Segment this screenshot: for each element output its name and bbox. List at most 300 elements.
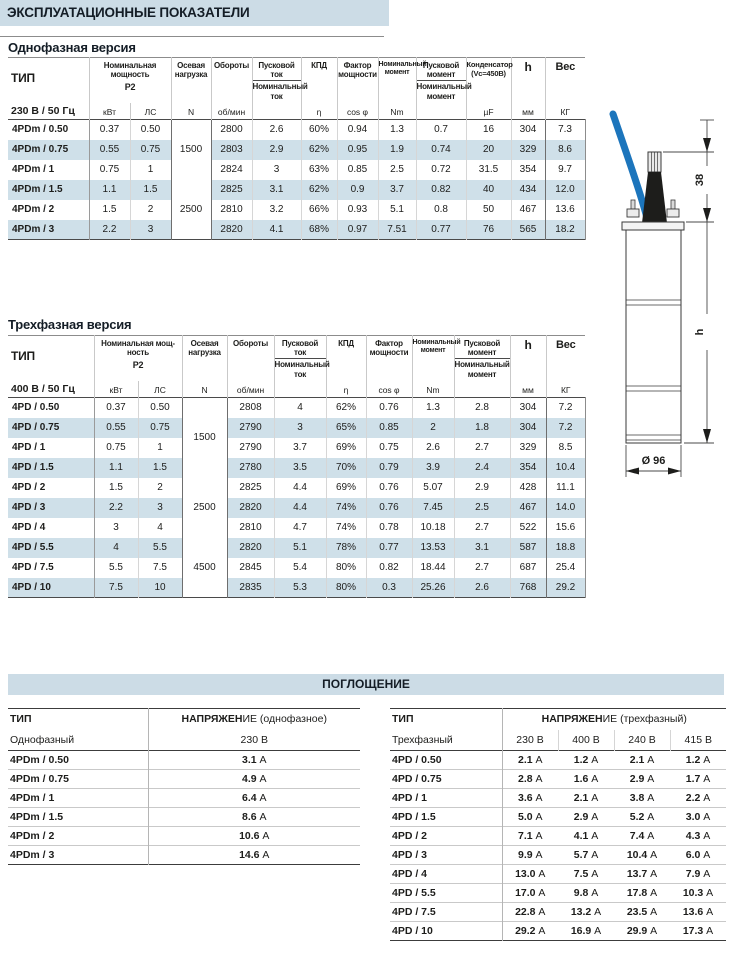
value-cell: 0.75	[366, 438, 412, 458]
unit-label: ЛС	[130, 103, 171, 120]
motor-body-graphic	[622, 222, 684, 443]
value-cell: 2	[138, 478, 182, 498]
value-cell: 768	[510, 578, 546, 598]
table-row	[8, 478, 585, 498]
current-unit: A	[588, 811, 599, 823]
current-value: 7.5	[573, 868, 589, 880]
current-cell	[614, 865, 670, 884]
type-cell: 4PD / 5.5	[392, 887, 436, 899]
value-cell: 2808	[227, 398, 274, 418]
current-value: 10.6	[239, 830, 260, 842]
value-cell: 3.2	[252, 200, 301, 220]
value-cell: 0.55	[94, 418, 138, 438]
col-power	[89, 58, 171, 103]
value-cell: 2824	[211, 160, 252, 180]
power-label: Номинальная мощ-ность	[101, 339, 175, 358]
current-unit: A	[532, 849, 543, 861]
table-row	[8, 808, 360, 827]
current-cell	[148, 827, 360, 846]
col-efficiency: КПД	[326, 336, 366, 381]
voltage-value: 230 В	[502, 730, 558, 751]
col-h: h	[510, 336, 546, 381]
value-cell: 65%	[326, 418, 366, 438]
value-cell: 20	[466, 140, 511, 160]
bolt-icon	[627, 200, 639, 217]
value-cell: 5.3	[274, 578, 326, 598]
single-phase-heading: Однофазная версия	[8, 40, 136, 55]
current-unit: A	[591, 906, 602, 918]
current-cell	[502, 770, 558, 789]
table-row	[390, 903, 726, 922]
table-row	[8, 180, 585, 200]
current-cell	[558, 903, 614, 922]
current-value: 3.0	[685, 811, 701, 823]
current-unit: A	[591, 925, 602, 937]
current-cell	[502, 789, 558, 808]
current-unit: A	[256, 773, 267, 785]
axial-load-cell: 1500	[171, 120, 211, 180]
value-cell: 0.95	[337, 140, 378, 160]
value-cell: 1.5	[130, 180, 171, 200]
value-cell: 565	[511, 220, 545, 240]
current-cell	[614, 808, 670, 827]
current-unit: A	[532, 773, 543, 785]
value-cell: 62%	[326, 398, 366, 418]
value-cell: 25.4	[546, 558, 585, 578]
value-cell: 2.2	[94, 498, 138, 518]
value-cell: 304	[510, 398, 546, 418]
type-cell: 4PD / 0.75	[8, 418, 94, 438]
table-row	[8, 438, 585, 458]
value-cell: 69%	[326, 438, 366, 458]
col-power-factor: Фактор мощности	[337, 58, 378, 103]
current-value: 9.8	[573, 887, 589, 899]
value-cell: 0.93	[337, 200, 378, 220]
value-cell: 0.85	[366, 418, 412, 438]
value-cell: 7.3	[545, 120, 585, 140]
value-cell: 18.8	[546, 538, 585, 558]
voltage-value: 240 В	[614, 730, 670, 751]
unit-label: µF	[466, 103, 511, 120]
type-cell: 4PDm / 0.50	[10, 754, 69, 766]
value-cell: 18.2	[545, 220, 585, 240]
value-cell: 7.2	[546, 398, 585, 418]
type-cell: 4PDm / 1	[12, 164, 55, 175]
value-cell: 0.77	[366, 538, 412, 558]
absorption-single-table	[8, 708, 360, 865]
current-cell	[614, 770, 670, 789]
type-cell: 4PD / 3	[392, 849, 428, 861]
current-unit: A	[703, 906, 714, 918]
value-cell: 329	[510, 438, 546, 458]
value-cell: 2.2	[89, 220, 130, 240]
current-value: 2.9	[629, 773, 645, 785]
voltage-label-rest: ИЕ (трехфазный)	[602, 713, 687, 726]
current-value: 2.9	[573, 811, 589, 823]
current-cell	[558, 751, 614, 770]
current-cell	[614, 922, 670, 941]
value-cell: 0.3	[366, 578, 412, 598]
unit-label: мм	[511, 103, 545, 120]
col-power	[94, 336, 182, 381]
value-cell: 8.5	[546, 438, 585, 458]
single-phase-table	[8, 57, 586, 240]
value-cell: 2.4	[454, 458, 510, 478]
motor-diagram	[588, 62, 730, 512]
col-rpm: Обороты	[227, 336, 274, 381]
value-cell: 428	[510, 478, 546, 498]
type-cell: 4PD / 4	[392, 868, 428, 880]
value-cell: 0.85	[337, 160, 378, 180]
value-cell: 11.1	[546, 478, 585, 498]
fraction-top: Пусковой ток	[275, 339, 326, 359]
value-cell: 5.07	[412, 478, 454, 498]
value-cell: 12.0	[545, 180, 585, 200]
current-value: 9.9	[517, 849, 533, 861]
header-row	[8, 58, 585, 103]
value-cell: 80%	[326, 558, 366, 578]
value-cell: 62%	[301, 180, 337, 200]
value-cell: 76	[466, 220, 511, 240]
current-unit: A	[259, 830, 270, 842]
bolt-icon	[667, 200, 679, 217]
axial-load-cell: 2500	[171, 180, 211, 240]
current-value: 6.0	[685, 849, 701, 861]
value-cell: 4.1	[252, 220, 301, 240]
col-weight: Вес	[546, 336, 585, 381]
current-value: 16.9	[570, 925, 592, 937]
current-cell	[558, 808, 614, 827]
value-cell: 2.7	[454, 438, 510, 458]
value-cell: 2.6	[412, 438, 454, 458]
value-cell: 2825	[227, 478, 274, 498]
value-cell: 3.5	[274, 458, 326, 478]
col-weight: Вес	[545, 58, 585, 103]
table-row	[8, 498, 585, 518]
table-row	[8, 827, 360, 846]
value-cell: 3.1	[252, 180, 301, 200]
value-cell: 10.4	[546, 458, 585, 478]
current-cell	[670, 846, 726, 865]
value-cell: 10.18	[412, 518, 454, 538]
unit-label: cos φ	[337, 103, 378, 120]
value-cell: 1.3	[378, 120, 416, 140]
value-cell: 3	[252, 160, 301, 180]
current-cell	[148, 808, 360, 827]
type-cell: 4PD / 0.75	[392, 773, 442, 785]
value-cell: 4.4	[274, 498, 326, 518]
current-value: 14.6	[239, 849, 260, 861]
table-row	[390, 884, 726, 903]
table-row	[8, 558, 585, 578]
value-cell: 40	[466, 180, 511, 200]
type-cell: 4PD / 1.5	[8, 458, 94, 478]
current-unit: A	[647, 887, 658, 899]
col-voltage	[502, 709, 726, 730]
type-cell: 4PD / 7.5	[12, 562, 54, 573]
current-unit: A	[588, 773, 599, 785]
current-cell	[670, 770, 726, 789]
value-cell: 74%	[326, 518, 366, 538]
value-cell: 0.75	[94, 438, 138, 458]
current-unit: A	[647, 906, 658, 918]
current-unit: A	[535, 906, 546, 918]
current-value: 7.1	[517, 830, 533, 842]
value-cell: 2810	[227, 518, 274, 538]
current-cell	[614, 903, 670, 922]
current-value: 13.6	[682, 906, 704, 918]
current-cell	[670, 865, 726, 884]
value-cell: 0.55	[89, 140, 130, 160]
value-cell: 3	[94, 518, 138, 538]
current-cell	[502, 903, 558, 922]
value-cell: 25.26	[412, 578, 454, 598]
value-cell: 0.76	[366, 398, 412, 418]
current-value: 17.0	[515, 887, 536, 899]
value-cell: 2790	[227, 418, 274, 438]
value-cell: 0.72	[416, 160, 466, 180]
current-cell	[614, 751, 670, 770]
col-axial: Осевая нагрузка	[182, 336, 227, 381]
current-cell	[558, 922, 614, 941]
value-cell: 4	[138, 518, 182, 538]
col-efficiency: КПД	[301, 58, 337, 103]
value-cell: 0.8	[416, 200, 466, 220]
table-row	[390, 827, 726, 846]
table-row	[8, 120, 585, 140]
type-cell: 4PD / 2	[392, 830, 428, 842]
voltage-frequency-label: 230 В / 50 Гц	[11, 105, 75, 117]
value-cell: 0.82	[416, 180, 466, 200]
current-value: 7.9	[685, 868, 701, 880]
value-cell: 50	[466, 200, 511, 220]
value-cell: 2825	[211, 180, 252, 200]
current-unit: A	[647, 868, 658, 880]
value-cell: 1.8	[454, 418, 510, 438]
current-unit: A	[644, 773, 655, 785]
table-row	[390, 789, 726, 808]
table-row	[8, 200, 585, 220]
current-value: 23.5	[626, 906, 648, 918]
table-row	[8, 160, 585, 180]
value-cell: 74%	[326, 498, 366, 518]
current-value: 2.8	[517, 773, 533, 785]
unit-label: Nm	[378, 103, 416, 120]
value-cell: 0.77	[416, 220, 466, 240]
current-unit: A	[256, 811, 267, 823]
current-cell	[670, 922, 726, 941]
power-sub-label: P2	[124, 82, 136, 93]
value-cell: 0.76	[366, 498, 412, 518]
col-voltage	[148, 709, 360, 730]
value-cell: 2.6	[252, 120, 301, 140]
current-value: 29.2	[515, 925, 536, 937]
value-cell: 3.9	[412, 458, 454, 478]
voltage-frequency-label: 400 В / 50 Гц	[11, 383, 75, 395]
value-cell: 13.53	[412, 538, 454, 558]
current-cell	[614, 884, 670, 903]
value-cell: 2.5	[454, 498, 510, 518]
table-row	[390, 808, 726, 827]
col-type: ТИП	[11, 71, 35, 85]
current-unit: A	[256, 754, 267, 766]
header-row	[8, 730, 360, 751]
three-phase-table	[8, 335, 586, 598]
type-cell: 4PD / 4	[12, 522, 46, 533]
table-row	[8, 140, 585, 160]
current-cell	[148, 846, 360, 865]
value-cell: 0.76	[366, 478, 412, 498]
power-sub-label: P2	[132, 360, 144, 371]
col-power-factor: Фактор мощности	[366, 336, 412, 381]
unit-label: η	[326, 381, 366, 398]
current-unit: A	[259, 849, 270, 861]
current-value: 13.7	[626, 868, 648, 880]
current-value: 4.3	[685, 830, 701, 842]
current-unit: A	[256, 792, 267, 804]
current-unit: A	[588, 830, 599, 842]
current-cell	[614, 789, 670, 808]
value-cell: 16	[466, 120, 511, 140]
current-value: 13.0	[515, 868, 536, 880]
type-cell: 4PDm / 1	[10, 792, 55, 804]
table-row	[8, 578, 585, 598]
units-row	[8, 103, 585, 120]
current-value: 4.9	[241, 773, 257, 785]
type-cell: 4PD / 0.50	[392, 754, 442, 766]
current-value: 13.2	[570, 906, 592, 918]
current-unit: A	[532, 792, 543, 804]
unit-label: КГ	[546, 381, 585, 398]
value-cell: 1.9	[378, 140, 416, 160]
current-value: 3.6	[517, 792, 533, 804]
unit-label	[252, 103, 301, 120]
current-cell	[502, 865, 558, 884]
value-cell: 0.37	[94, 398, 138, 418]
current-value: 17.8	[626, 887, 648, 899]
unit-label: cos φ	[366, 381, 412, 398]
three-phase-heading: Трехфазная версия	[8, 317, 132, 332]
col-start-torque	[454, 336, 510, 381]
current-cell	[502, 846, 558, 865]
current-value: 6.4	[241, 792, 257, 804]
current-unit: A	[647, 849, 658, 861]
type-cell: 4PDm / 1.5	[8, 180, 89, 200]
value-cell: 7.45	[412, 498, 454, 518]
voltage-label-bold: НАПРЯЖЕН	[541, 713, 603, 726]
value-cell: 467	[511, 200, 545, 220]
value-cell: 587	[510, 538, 546, 558]
value-cell: 63%	[301, 160, 337, 180]
type-cell: 4PD / 3	[8, 498, 94, 518]
current-unit: A	[700, 868, 711, 880]
value-cell: 4	[274, 398, 326, 418]
current-value: 22.8	[515, 906, 536, 918]
current-cell	[148, 770, 360, 789]
current-unit: A	[700, 849, 711, 861]
table-row	[8, 789, 360, 808]
value-cell: 0.97	[337, 220, 378, 240]
col-start-current	[274, 336, 330, 381]
current-value: 29.9	[626, 925, 648, 937]
current-cell	[558, 770, 614, 789]
dimension-h-label: h	[694, 328, 706, 336]
value-cell: 1.5	[94, 478, 138, 498]
value-cell: 68%	[301, 220, 337, 240]
table-row	[8, 458, 585, 478]
unit-label: кВт	[94, 381, 138, 398]
header-row	[8, 709, 360, 730]
current-cell	[502, 827, 558, 846]
value-cell: 0.7	[416, 120, 466, 140]
table-row	[390, 770, 726, 789]
value-cell: 0.50	[138, 398, 182, 418]
value-cell: 15.6	[546, 518, 585, 538]
current-cell	[614, 827, 670, 846]
value-cell: 3	[138, 498, 182, 518]
value-cell: 7.5	[138, 558, 182, 578]
value-cell: 0.9	[337, 180, 378, 200]
fraction-top: Пусковой момент	[455, 339, 510, 359]
value-cell: 467	[510, 498, 546, 518]
type-cell: 4PD / 0.50	[12, 402, 60, 414]
value-cell: 2.9	[252, 140, 301, 160]
col-h: h	[511, 58, 545, 103]
current-unit: A	[535, 925, 546, 937]
current-unit: A	[588, 887, 599, 899]
value-cell: 14.0	[546, 498, 585, 518]
current-cell	[670, 808, 726, 827]
unit-label: КГ	[545, 103, 585, 120]
value-cell: 31.5	[466, 160, 511, 180]
unit-label: N	[171, 103, 211, 120]
unit-label: об/мин	[211, 103, 252, 120]
value-cell: 66%	[301, 200, 337, 220]
current-unit: A	[588, 868, 599, 880]
value-cell: 304	[511, 120, 545, 140]
table-row	[8, 770, 360, 789]
fraction-top: Пусковой ток	[253, 61, 301, 81]
value-cell: 7.5	[94, 578, 138, 598]
current-cell	[670, 751, 726, 770]
value-cell: 70%	[326, 458, 366, 478]
value-cell: 1.5	[138, 458, 182, 478]
table-row	[8, 751, 360, 770]
type-cell: 4PD / 1	[12, 442, 46, 453]
current-unit: A	[703, 925, 714, 937]
value-cell: 434	[511, 180, 545, 200]
value-cell: 329	[511, 140, 545, 160]
current-cell	[558, 846, 614, 865]
value-cell: 5.1	[274, 538, 326, 558]
absorption-three-table	[390, 708, 726, 941]
voltage-label-bold: НАПРЯЖЕН	[181, 713, 243, 726]
power-label: Номинальная мощность	[103, 61, 157, 80]
current-unit: A	[644, 792, 655, 804]
type-cell: 4PDm / 0.75	[8, 140, 89, 160]
value-cell: 9.7	[545, 160, 585, 180]
value-cell: 3	[274, 418, 326, 438]
current-cell	[670, 827, 726, 846]
current-cell	[558, 827, 614, 846]
value-cell: 0.82	[366, 558, 412, 578]
type-cell: 4PD / 1	[392, 792, 428, 804]
value-cell: 687	[510, 558, 546, 578]
value-cell: 60%	[301, 120, 337, 140]
value-cell: 62%	[301, 140, 337, 160]
unit-label: об/мин	[227, 381, 274, 398]
value-cell: 80%	[326, 578, 366, 598]
